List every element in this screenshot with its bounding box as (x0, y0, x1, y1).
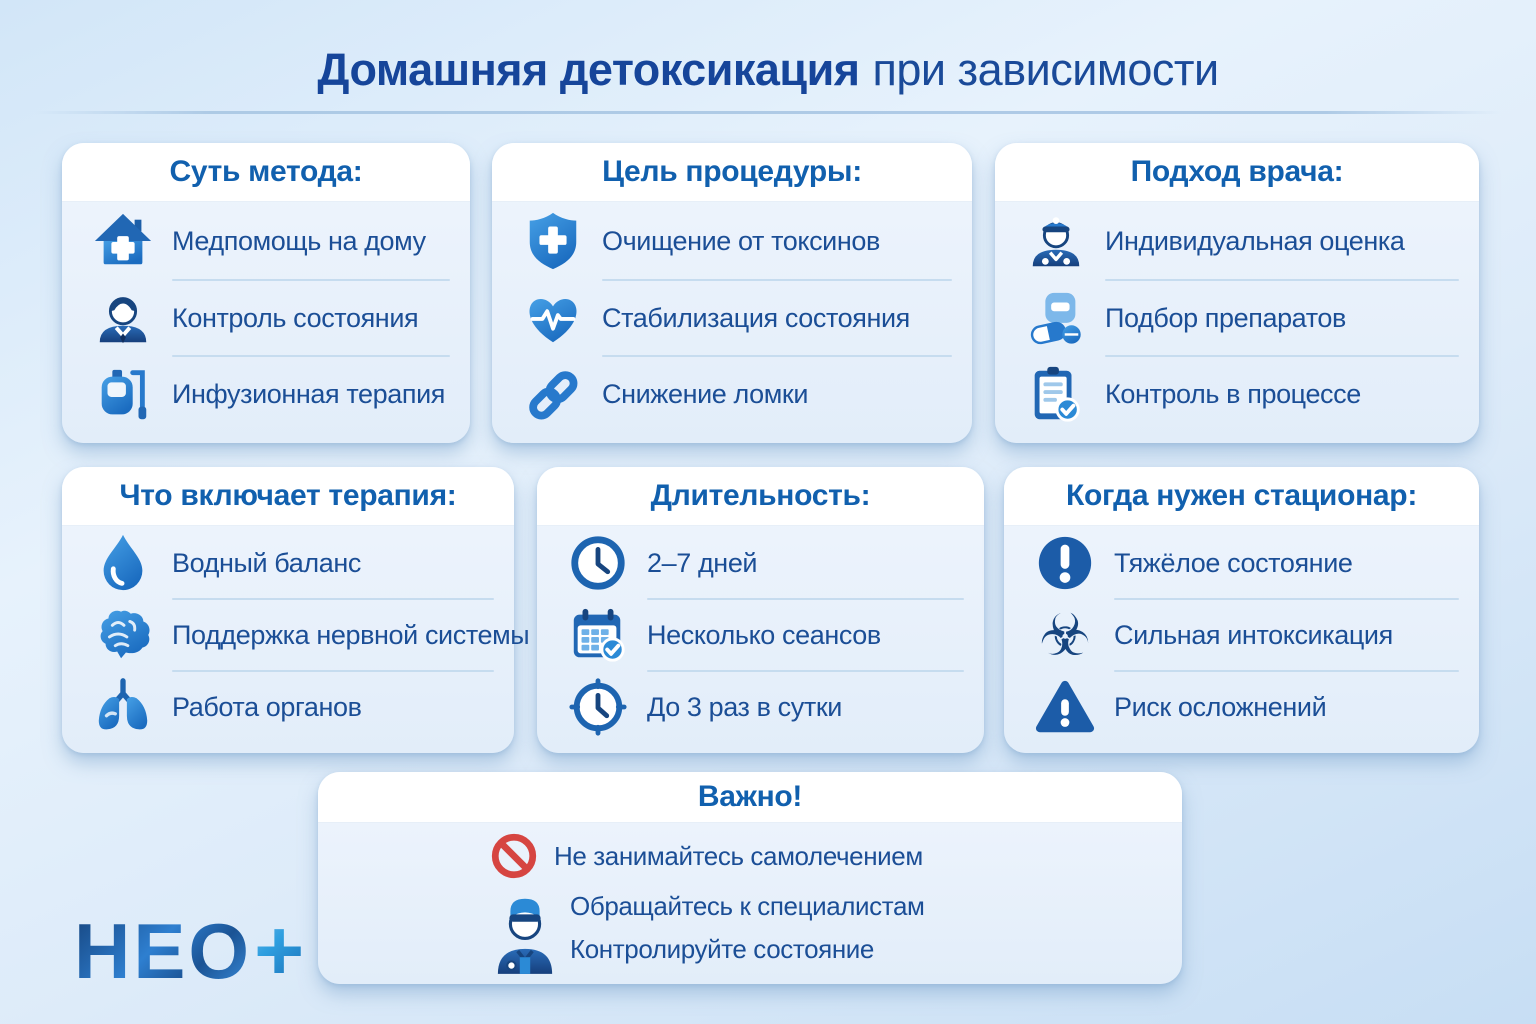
card-essence-body (62, 201, 470, 435)
doctor-icon (92, 287, 154, 349)
list-item (92, 527, 498, 599)
warning-triangle-icon (1034, 676, 1096, 738)
item-label: Тяжёлое состояние (1114, 547, 1353, 578)
card-approach-body (995, 201, 1479, 435)
water-drop-icon (92, 532, 154, 594)
biohazard-icon: ☣ (1039, 601, 1091, 669)
list-item (1034, 527, 1463, 599)
card-goal-header: Цель процедуры: (492, 143, 972, 202)
card-duration-header: Длительность: (537, 467, 984, 526)
logo-plus-icon: + (254, 903, 305, 999)
list-item (92, 599, 530, 671)
item-label: Инфузионная терапия (172, 379, 445, 410)
card-therapy-body (62, 525, 530, 745)
card-duration (537, 467, 984, 753)
shield-cross-icon (522, 210, 584, 272)
neo-plus-logo (74, 903, 305, 999)
card-hospital (1004, 467, 1479, 753)
list-item (92, 280, 454, 357)
home-medical-icon (92, 210, 154, 272)
list-item (490, 832, 1162, 880)
item-label: Работа органов (172, 691, 362, 722)
list-item (1025, 203, 1463, 280)
list-item (1034, 671, 1463, 743)
iv-drip-icon (92, 364, 154, 426)
pills-icon (1025, 287, 1087, 349)
list-item (567, 671, 968, 743)
card-important-header: Важно! (318, 772, 1182, 823)
list-item (92, 356, 454, 433)
item-label: До 3 раз в сутки (647, 691, 842, 722)
item-label: Контроль в процессе (1105, 379, 1361, 410)
lungs-icon (92, 676, 154, 738)
logo-text: НЕО (74, 907, 253, 995)
card-hospital-header: Когда нужен стационар: (1004, 467, 1479, 526)
item-label: Не занимайтесь самолечением (554, 840, 923, 871)
item-label: Очищение от токсинов (602, 225, 880, 256)
item-label: Контролируйте состояние (570, 933, 874, 964)
card-therapy (62, 467, 530, 753)
list-item (92, 203, 454, 280)
important-text-column (570, 880, 925, 976)
title-divider (34, 111, 1502, 114)
item-label: Индивидуальная оценка (1105, 225, 1405, 256)
card-therapy-header: Что включает терапия: (62, 467, 514, 526)
prohibition-icon (490, 832, 538, 880)
page-title-bold: Домашняя детоксикация (317, 44, 860, 95)
list-item (567, 527, 968, 599)
item-label: Стабилизация состояния (602, 302, 910, 333)
alarm-clock-icon (567, 676, 629, 738)
card-important-body (318, 822, 1182, 978)
clock-icon (567, 532, 629, 594)
brain-icon (92, 604, 154, 666)
item-label: Водный баланс (172, 547, 361, 578)
item-label: Контроль состояния (172, 302, 419, 333)
list-item (1025, 280, 1463, 357)
list-item (567, 599, 968, 671)
list-item (522, 203, 956, 280)
list-item (1025, 356, 1463, 433)
heart-pulse-icon (522, 287, 584, 349)
clipboard-check-icon (1025, 364, 1087, 426)
doctor-cap-icon (1025, 210, 1087, 272)
item-label: Медпомощь на дому (172, 225, 426, 256)
item-label: Риск осложнений (1114, 691, 1327, 722)
list-item (522, 356, 956, 433)
card-goal (492, 143, 972, 443)
list-item (92, 671, 498, 743)
exclamation-circle-icon (1034, 532, 1096, 594)
item-label: Снижение ломки (602, 379, 809, 410)
card-approach (995, 143, 1479, 443)
item-label: Поддержка нервной системы (172, 619, 530, 650)
card-goal-body (492, 201, 972, 435)
list-item (1034, 599, 1463, 671)
page-title (0, 44, 1536, 96)
card-approach-header: Подход врача: (995, 143, 1479, 202)
item-label: 2–7 дней (647, 547, 758, 578)
card-duration-body (537, 525, 984, 745)
item-label: Сильная интоксикация (1114, 619, 1393, 650)
card-important (318, 772, 1182, 984)
card-essence-header: Суть метода: (62, 143, 470, 202)
item-label: Подбор препаратов (1105, 302, 1346, 333)
list-item (522, 280, 956, 357)
card-hospital-body (1004, 525, 1479, 745)
item-label: Обращайтесь к специалистам (570, 891, 925, 922)
surgeon-icon (490, 880, 560, 976)
calendar-check-icon (567, 604, 629, 666)
page-title-regular: при зависимости (872, 44, 1219, 95)
item-label: Несколько сеансов (647, 619, 881, 650)
chain-link-icon (522, 364, 584, 426)
card-essence (62, 143, 470, 443)
list-item-group (490, 880, 1162, 976)
